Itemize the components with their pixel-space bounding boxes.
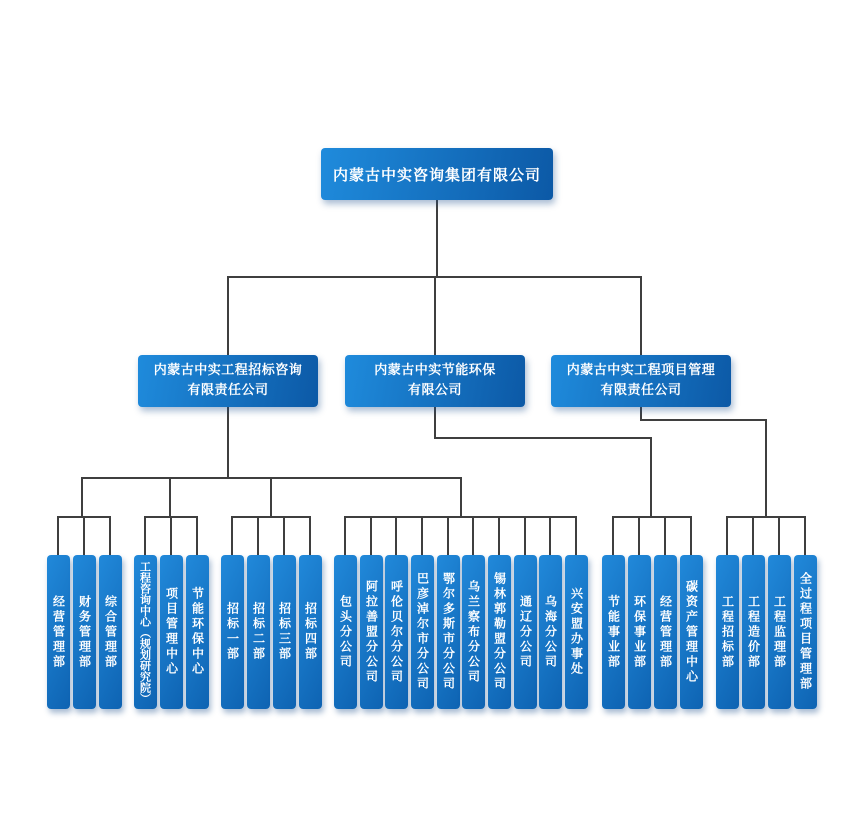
connector-vline [109, 517, 111, 555]
org-node-department [794, 555, 817, 709]
department-label: 工程造价部 [746, 594, 761, 670]
org-node-department [299, 555, 322, 709]
connector-vline [270, 478, 272, 517]
connector-vline [640, 277, 642, 355]
connector-vline [434, 407, 436, 438]
org-node-company-energy-environment [345, 355, 525, 407]
org-node-company-project-management [551, 355, 731, 407]
company-label-line1: 内蒙古中实工程招标咨询 [153, 362, 303, 378]
department-label: 招标三部 [277, 602, 292, 662]
connector-vline [690, 517, 692, 555]
org-node-department [462, 555, 485, 709]
org-node-department [716, 555, 739, 709]
department-label: 鄂尔多斯市分公司 [441, 572, 456, 692]
department-label: 招标一部 [225, 602, 240, 662]
department-label: 乌兰察布分公司 [466, 579, 481, 685]
org-node-department [514, 555, 537, 709]
department-label: 招标四部 [303, 602, 318, 662]
org-node-department [221, 555, 244, 709]
connector-vline [726, 517, 728, 555]
company-label-line2: 有限公司 [407, 383, 462, 398]
connector-vline [169, 478, 171, 517]
connector-hline [640, 419, 767, 421]
connector-vline [447, 517, 449, 555]
org-node-department [73, 555, 96, 709]
connector-vline [170, 517, 172, 555]
connector-vline [650, 438, 652, 517]
department-label: 节能事业部 [606, 594, 621, 670]
department-label: 经营管理部 [51, 594, 66, 670]
connector-vline [612, 517, 614, 555]
department-label: 财务管理部 [77, 594, 92, 670]
connector-vline [231, 517, 233, 555]
connector-hline [612, 516, 692, 518]
connector-vline [436, 200, 438, 277]
connector-hline [231, 516, 311, 518]
connector-vline [804, 517, 806, 555]
connector-vline [196, 517, 198, 555]
connector-vline [421, 517, 423, 555]
connector-vline [370, 517, 372, 555]
department-label: 工程咨询中心（规划研究院） [138, 560, 152, 704]
connector-vline [524, 517, 526, 555]
department-label: 呼伦贝尔分公司 [389, 579, 404, 685]
connector-vline [498, 517, 500, 555]
department-label: 项目管理中心 [164, 587, 179, 677]
connector-vline [57, 517, 59, 555]
department-label: 工程招标部 [720, 594, 735, 670]
org-node-department [602, 555, 625, 709]
department-label: 阿拉善盟分公司 [364, 579, 379, 685]
org-node-department [680, 555, 703, 709]
org-node-company-bidding-consulting [138, 355, 318, 407]
connector-vline [395, 517, 397, 555]
department-label: 综合管理部 [103, 594, 118, 670]
connector-vline [83, 517, 85, 555]
connector-vline [664, 517, 666, 555]
connector-vline [472, 517, 474, 555]
org-node-department [247, 555, 270, 709]
department-label: 巴彦淖尔市分公司 [415, 572, 430, 692]
org-node-department [99, 555, 122, 709]
department-label: 锡林郭勒盟分公司 [492, 572, 507, 692]
connector-vline [283, 517, 285, 555]
connector-vline [257, 517, 259, 555]
company-label-line1: 内蒙古中实工程项目管理 [566, 362, 716, 378]
org-node-department [539, 555, 562, 709]
connector-vline [765, 420, 767, 517]
connector-vline [309, 517, 311, 555]
department-label: 节能环保中心 [190, 587, 205, 677]
company-label-line2: 有限责任公司 [600, 383, 682, 398]
connector-hline [726, 516, 806, 518]
connector-vline [81, 478, 83, 517]
connector-vline [434, 277, 436, 355]
org-node-department [334, 555, 357, 709]
department-label: 经营管理部 [658, 594, 673, 670]
org-node-department [273, 555, 296, 709]
org-node-department [134, 555, 157, 709]
org-node-department [565, 555, 588, 709]
org-node-department [411, 555, 434, 709]
connector-vline [227, 407, 229, 478]
department-label: 工程监理部 [772, 594, 787, 670]
connector-vline [752, 517, 754, 555]
company-label-line2: 有限责任公司 [187, 383, 269, 398]
connector-vline [227, 277, 229, 355]
connector-vline [640, 407, 642, 420]
org-node-department [47, 555, 70, 709]
department-label: 通辽分公司 [518, 594, 533, 670]
org-node-department [437, 555, 460, 709]
connector-vline [575, 517, 577, 555]
department-label: 乌海分公司 [543, 594, 558, 670]
org-node-department [360, 555, 383, 709]
connector-hline [344, 516, 577, 518]
org-node-department [488, 555, 511, 709]
company-label-line1: 内蒙古中实节能环保 [374, 362, 496, 378]
org-node-root: 内蒙古中实咨询集团有限公司 [321, 148, 553, 200]
connector-vline [638, 517, 640, 555]
org-node-department [385, 555, 408, 709]
connector-hline [434, 437, 652, 439]
org-node-department [186, 555, 209, 709]
connector-vline [144, 517, 146, 555]
connector-vline [460, 478, 462, 517]
department-label: 全过程项目管理部 [798, 572, 813, 692]
org-node-department [160, 555, 183, 709]
department-label: 兴安盟办事处 [569, 587, 584, 677]
department-label: 环保事业部 [632, 594, 647, 670]
org-node-department [654, 555, 677, 709]
department-label: 碳资产管理中心 [684, 579, 699, 685]
connector-vline [778, 517, 780, 555]
department-label: 招标二部 [251, 602, 266, 662]
org-node-department [768, 555, 791, 709]
connector-vline [344, 517, 346, 555]
connector-vline [549, 517, 551, 555]
department-label: 包头分公司 [338, 594, 353, 670]
org-node-department [742, 555, 765, 709]
org-node-department [628, 555, 651, 709]
